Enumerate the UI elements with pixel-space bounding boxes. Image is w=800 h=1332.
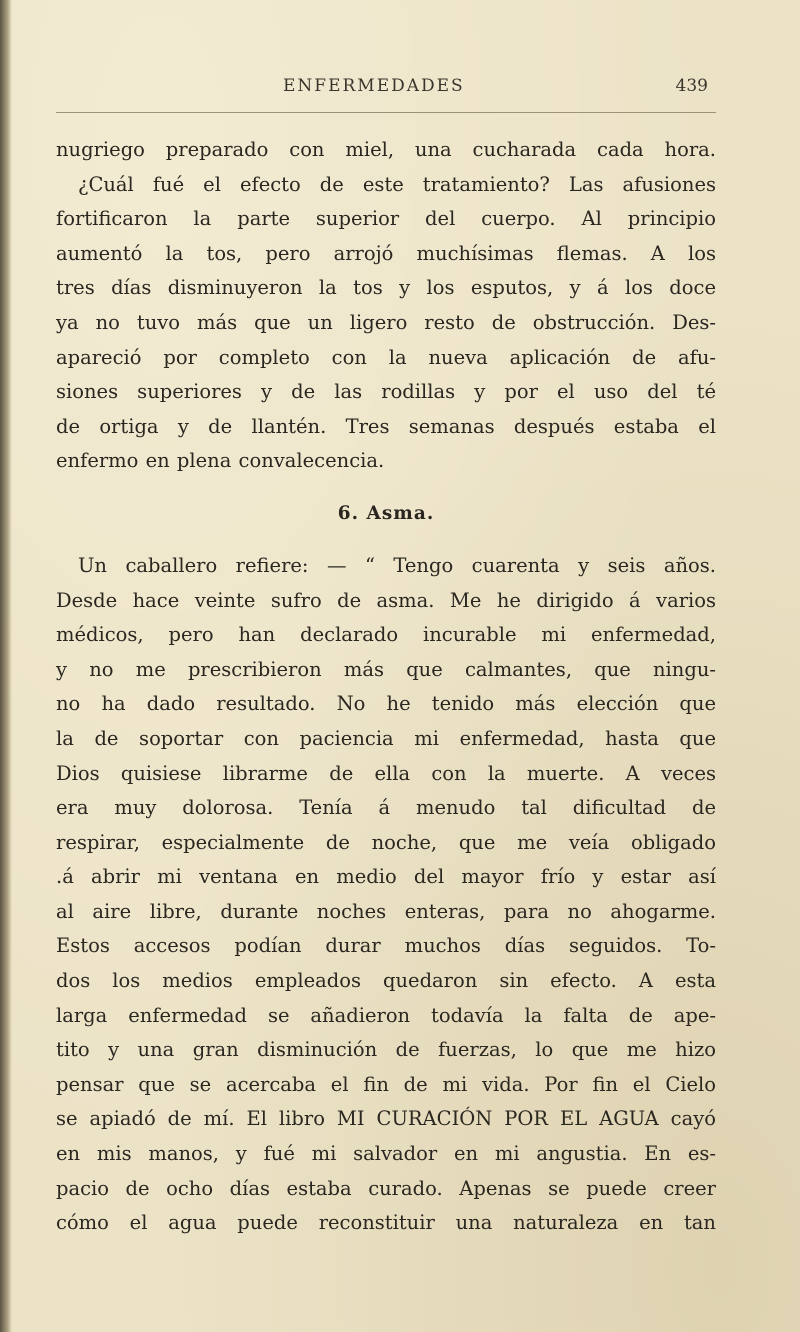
page-number: 439 [675,76,708,96]
text-line: apareció por completo con la nueva aplicación de afu- [56,345,716,369]
text-line: era muy dolorosa. Tenía á menudo tal dificultad de [56,796,716,820]
text-line: Dios quisiese librarme de ella con la muerte. A veces [56,761,716,785]
text-line: médicos, pero han declarado incurable mi enfermedad, [56,623,716,647]
header-rule [56,112,716,113]
text-line: Un caballero refiere: — “ Tengo cuarenta y seis años. [78,553,716,577]
text-line: y no me prescribieron más que calmantes, que ningu- [56,657,716,681]
text-line: Estos accesos podían durar muchos días seguidos. To- [56,934,716,958]
text-line: al aire libre, durante noches enteras, para no ahogarme. [56,899,716,923]
text-line: nugriego preparado con miel, una cucharada cada hora. [56,138,716,161]
text-line: en mis manos, y fué mi salvador en mi angustia. En es- [56,1142,716,1166]
text-line: enfermo en plena convalecencia. [56,449,385,473]
text-line: larga enfermedad se añadieron todavía la falta de ape- [56,1003,716,1027]
text-line: cómo el agua puede reconstituir una naturaleza en tan [56,1211,716,1235]
text-line: pensar que se acercaba el fin de mi vida. Por fin el Cielo [56,1072,716,1096]
body-text [56,133,716,1241]
text-line: tres días disminuyeron la tos y los esputos, y á los doce [56,276,716,300]
text-line: pacio de ocho días estaba curado. Apenas se puede creer [56,1176,716,1200]
page-gutter-shadow [0,0,12,1332]
text-line: dos los medios empleados quedaron sin efecto. A esta [56,969,716,993]
text-line: siones superiores y de las rodillas y por el uso del té [56,380,716,404]
text-line: aumentó la tos, pero arrojó muchísimas flemas. A los [56,241,716,265]
text-line: fortificaron la parte superior del cuerpo. Al principio [56,207,716,231]
text-line: ¿Cuál fué el efecto de este tratamiento? Las afusiones [78,172,716,196]
text-line: de ortiga y de llantén. Tres semanas después estaba el [56,414,716,438]
section-heading: 6. Asma. [337,502,435,524]
text-line: se apiadó de mí. El libro MI CURACIÓN POR EL AGUA cayó [56,1107,716,1131]
running-head: ENFERMEDADES [283,76,465,96]
text-line: respirar, especialmente de noche, que me veía obligado [56,830,716,854]
text-line: tito y una gran disminución de fuerzas, lo que me hizo [56,1038,716,1062]
text-line: .á abrir mi ventana en medio del mayor frío y estar así [56,865,716,889]
text-line: ya no tuvo más que un ligero resto de obstrucción. Des- [56,310,716,334]
text-line: la de soportar con paciencia mi enfermedad, hasta que [56,726,716,750]
text-line: no ha dado resultado. No he tenido más elección que [56,692,716,716]
text-line: Desde hace veinte sufro de asma. Me he dirigido á varios [56,588,716,612]
